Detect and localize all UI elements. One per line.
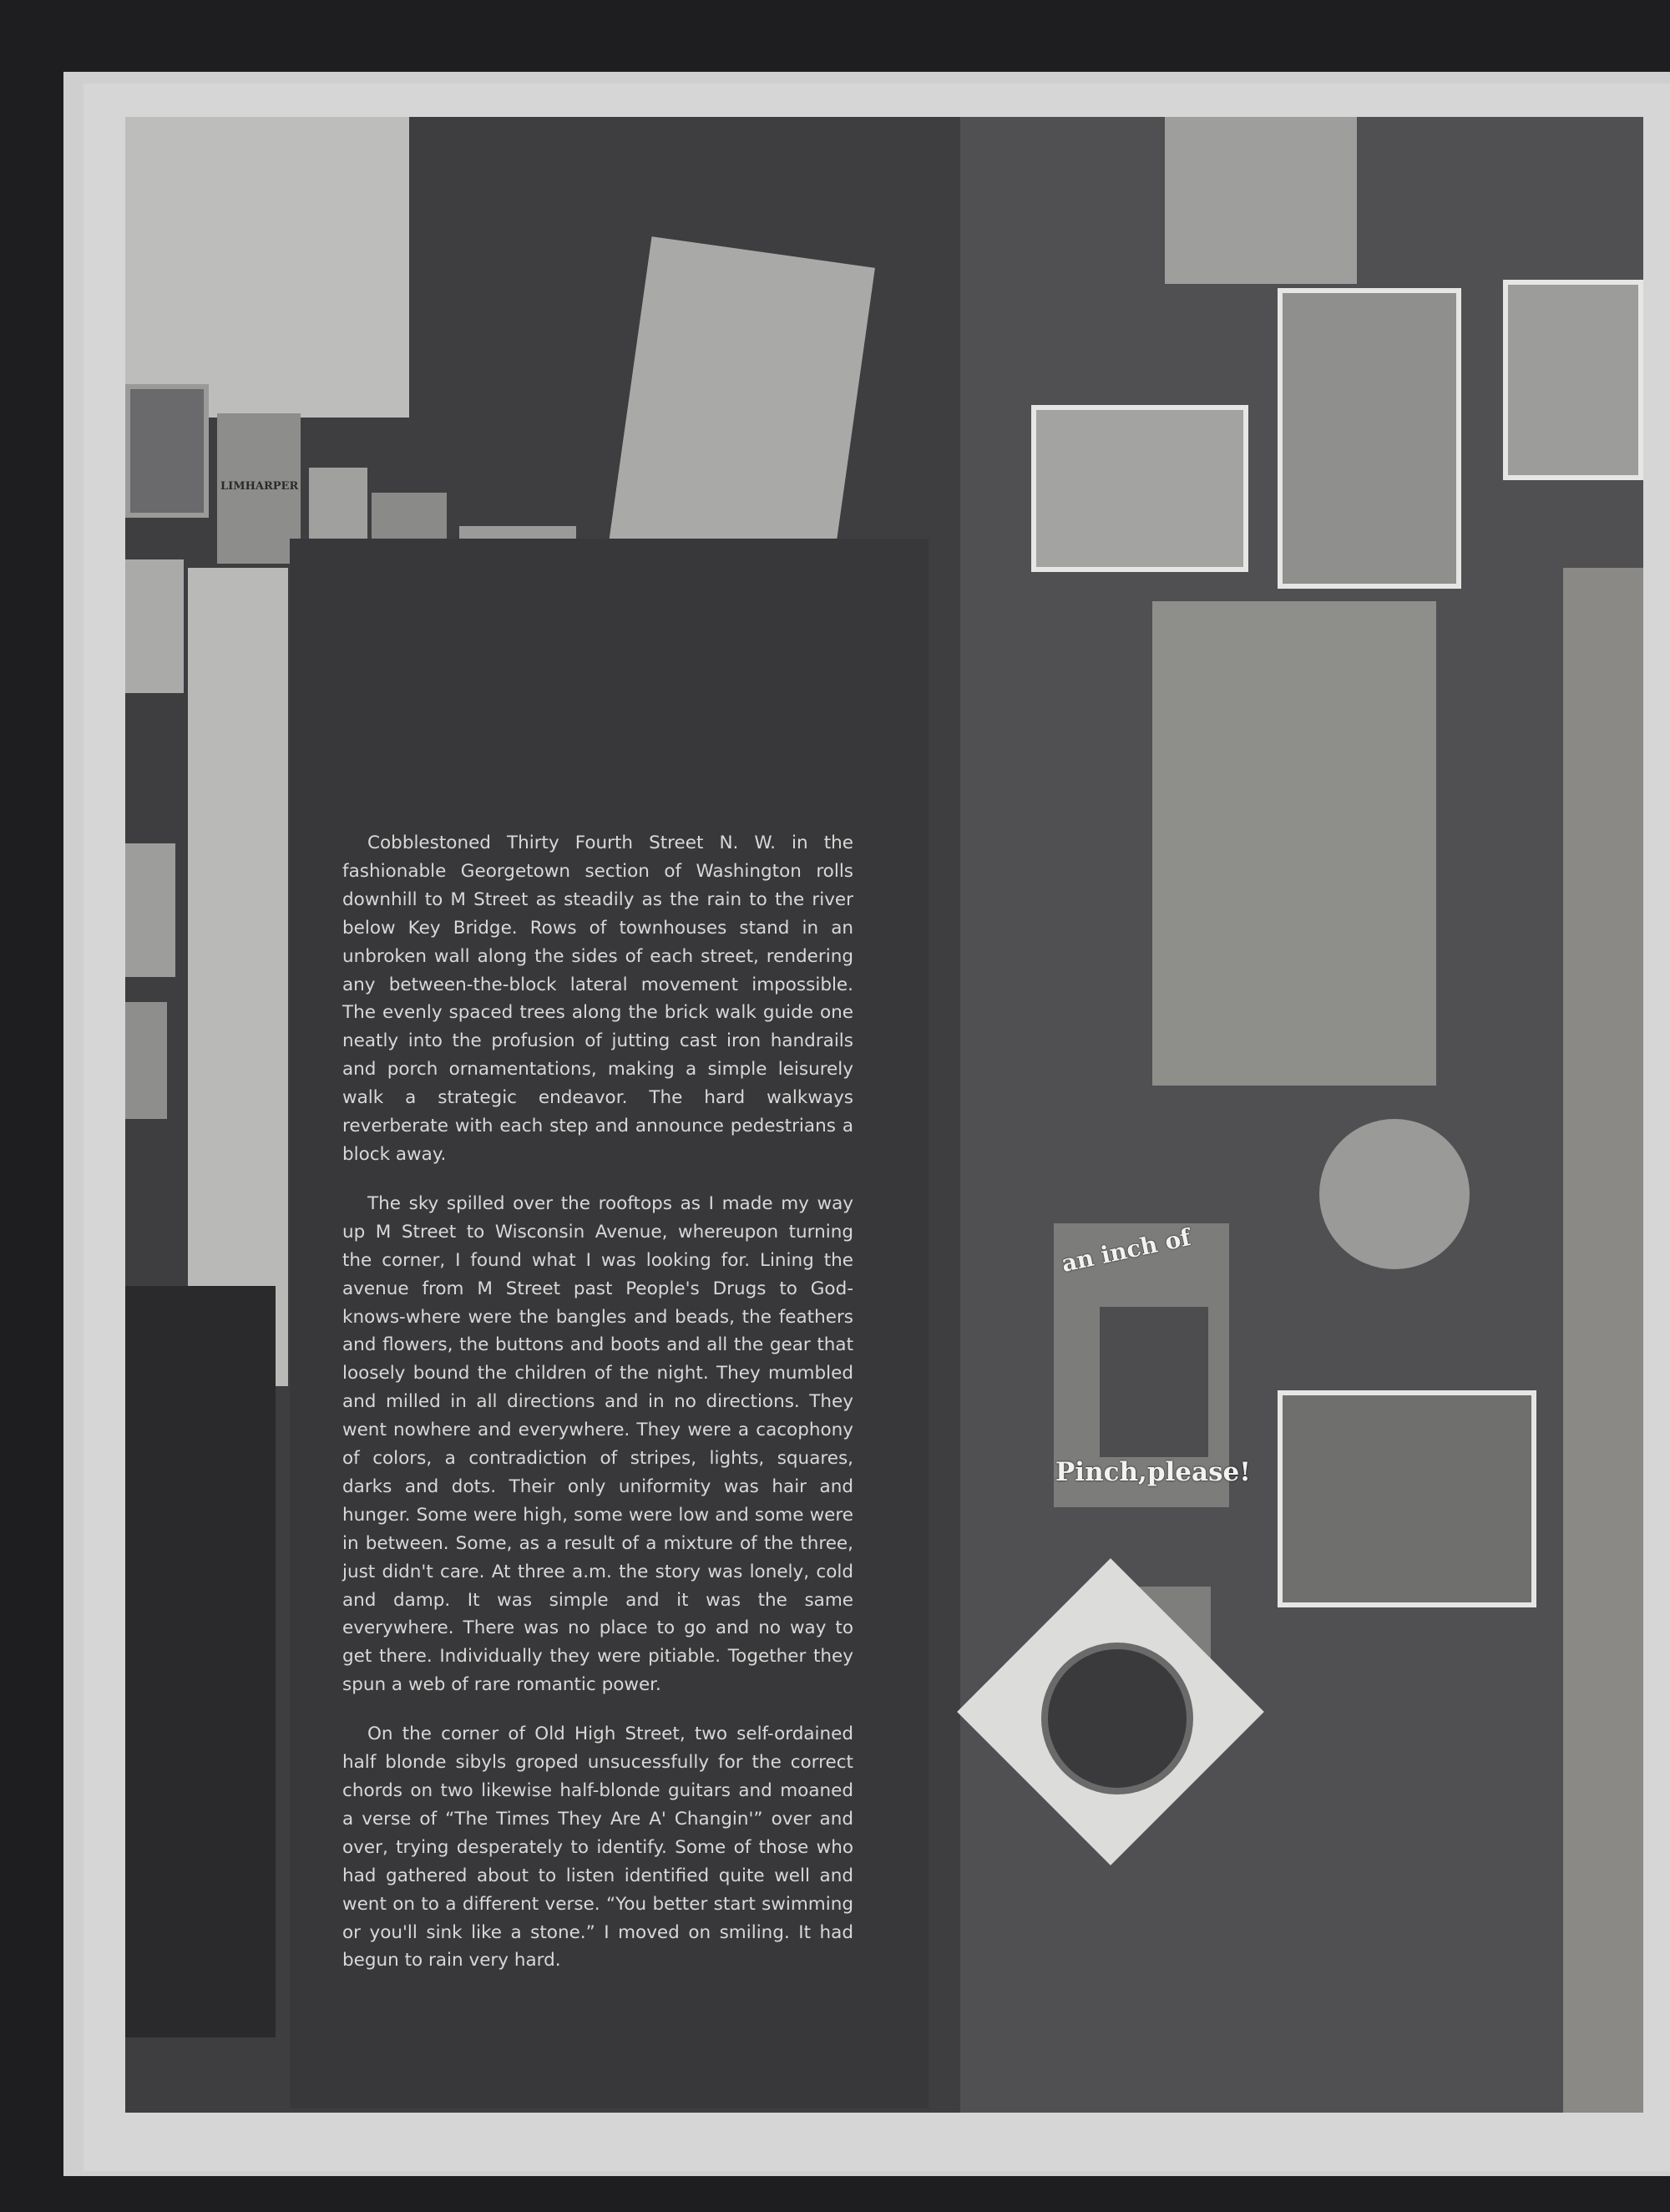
poster-bird [1031, 405, 1248, 572]
article-text [342, 829, 853, 1996]
poster-building [1278, 288, 1461, 589]
strip-photo-1 [125, 559, 184, 693]
photo-strip [188, 568, 288, 1386]
poster-parrot [1152, 601, 1436, 1086]
poster-motorcycle [1278, 1390, 1536, 1607]
poster-face-top [1165, 117, 1357, 284]
pinch-bottom-text: Pinch,please! [1055, 1457, 1251, 1487]
poster-street [1503, 280, 1643, 480]
paragraph: Cobblestoned Thirty Fourth Street N. W. in the fashionable Georgetown section of Washington rolls downhill to M Street as steadily as the rain to the river below Key Bridge. Rows of townhouses stand in an unbroken wall along the sides of each street, rendering any between-the-block lateral movement impossible. The evenly spaced trees along the brick walk guide one neatly into the profusion of jutting cast iron handrails and porch ornamentations, making a simple leisurely walk a strategic endeavor. The hard walkways reverberate with each step and announce pedestrians a block away. [342, 833, 853, 1165]
poster-lim [217, 413, 301, 564]
pinch-poster-photo [1100, 1307, 1208, 1457]
lim-label: LIMHARPER [220, 480, 299, 493]
stone-pillar [1563, 568, 1643, 2113]
paragraph: On the corner of Old High Street, two self-ordained half blonde sibyls groped unsucessfully for the correct chords on two likewise half-blonde guitars and moaned a verse of “The Times They Are A' Changin'” over and over, trying desperately to identify. Some of those who had gathered about to listen identified quite well and went on to a different verse. “You better start swimming or you'll sink like a stone.” I moved on smiling. It had begun to rain very hard. [342, 1724, 853, 1972]
pinch-top-text: an inch of [1059, 1223, 1193, 1278]
poster-diamond-portrait [1041, 1643, 1193, 1794]
poster-top-left [125, 117, 409, 418]
strip-photo-2 [125, 843, 175, 977]
strip-photo-3 [125, 1002, 167, 1119]
poster-pinch-please [1054, 1223, 1251, 1507]
octagon-sign [125, 384, 209, 518]
door-panel [125, 1286, 276, 2037]
paragraph: The sky spilled over the rooftops as I made my way up M Street to Wisconsin Avenue, whereupon turning the corner, I found what I was looking for. Lining the avenue from M Street past People's Drugs to God-knows-where were the bangles and beads, the feathers and flowers, the buttons and boots and all the gear that loosely bound the children of the night. They mumbled and milled in all directions and in no directions. They went nowhere and everywhere. They were a cacophony of colors, a contradiction of stripes, lights, squares, darks and dots. Their only uniformity was hair and hunger. Some were high, some were low and some were in between. Some, as a result of a mixture of the three, just didn't care. At three a.m. the story was lonely, cold and damp. It was simple and it was the same everywhere. There was no place to go and no way to get there. Individually they were pitiable. Together they spun a web of rare romantic power. [342, 1192, 853, 1696]
poster-moon [1319, 1119, 1470, 1269]
